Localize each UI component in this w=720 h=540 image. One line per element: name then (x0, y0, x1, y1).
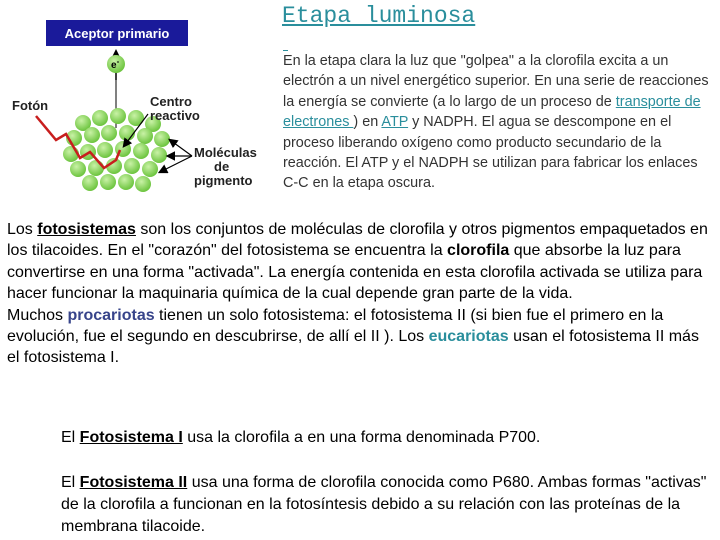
ps2-text-2: usa una forma de clorofila conocida como P680. Ambas formas "activas" de la clorofila a funcionan en la fotosíntesis debido a su relación con las proteínas de la membrana tilacoide. (61, 474, 707, 535)
ps1-text-1: El (61, 429, 80, 446)
term-fotosistema-i: Fotosistema I (79, 429, 183, 446)
molecules-label-3: pigmento (194, 173, 253, 188)
centro-label-1: Centro (150, 94, 192, 109)
term-eucariotas: eucariotas (428, 328, 509, 346)
link-atp[interactable]: ATP (381, 114, 409, 131)
intro-text-3: y NADPH. El agua se descompone en el proceso liberando oxígeno como producto secundario de la reacción. El ATP y el NADPH se utilizan para fabricar los enlaces C-C en la etapa oscura. (283, 114, 698, 192)
ps2-text-1: El (61, 474, 80, 491)
fotosistema-ii-paragraph (61, 472, 711, 538)
ps1-text-2: usa la clorofila a en una forma denominada P700. (182, 429, 541, 446)
title-anchor-mark (283, 36, 288, 51)
main-paragraph (7, 219, 713, 369)
intro-paragraph (283, 51, 715, 194)
molecules-label-2: de (214, 159, 230, 174)
main-text-2: son los conjuntos de moléculas de clorofila y otros pigmentos empaquetados en los tilacoides. En el "corazón" del fotosistema se encuentra la (7, 221, 708, 260)
intro-text-1: En la etapa clara la luz que "golpea" a la clorofila excita a un electrón a un nivel energético superior. En una serie de reacciones la energía se convierte (a lo largo de un proceso de (283, 53, 709, 110)
term-clorofila: clorofila (447, 242, 510, 260)
page-title[interactable]: Etapa luminosa (282, 3, 476, 29)
main-text-4: Muchos (7, 306, 68, 324)
acceptor-label: Aceptor primario (64, 26, 170, 41)
molecules-label-1: Moléculas (194, 145, 257, 160)
term-fotosistema-ii: Fotosistema II (79, 474, 188, 491)
main-text-5: tienen un solo fotosistema: el fotosistema II (si bien fue el primero en la evolución, fue el segundo en descubrirse, de allí el II ). Los (7, 306, 664, 346)
foton-label: Fotón (12, 98, 49, 113)
main-text-6: usan el fotosistema II más el fotosistema I. (7, 328, 699, 367)
electron-label: e- (111, 57, 120, 71)
fotosistema-i-paragraph (61, 427, 711, 449)
centro-label-2: reactivo (150, 108, 200, 123)
main-text-3: que absorbe la luz para convertirse en una forma "activada". La energía contenida en esta clorofila activada se utiliza para hacer funcionar la maquinaria química de la cual depende gran parte de la vida. (7, 242, 703, 303)
photosystem-diagram (8, 18, 270, 198)
link-transporte-electrones[interactable]: transporte de electrones (283, 93, 701, 131)
main-text-1: Los (7, 221, 38, 238)
term-procariotas: procariotas (67, 306, 155, 324)
term-fotosistemas: fotosistemas (37, 221, 136, 238)
intro-text-2: ) en (353, 114, 382, 131)
